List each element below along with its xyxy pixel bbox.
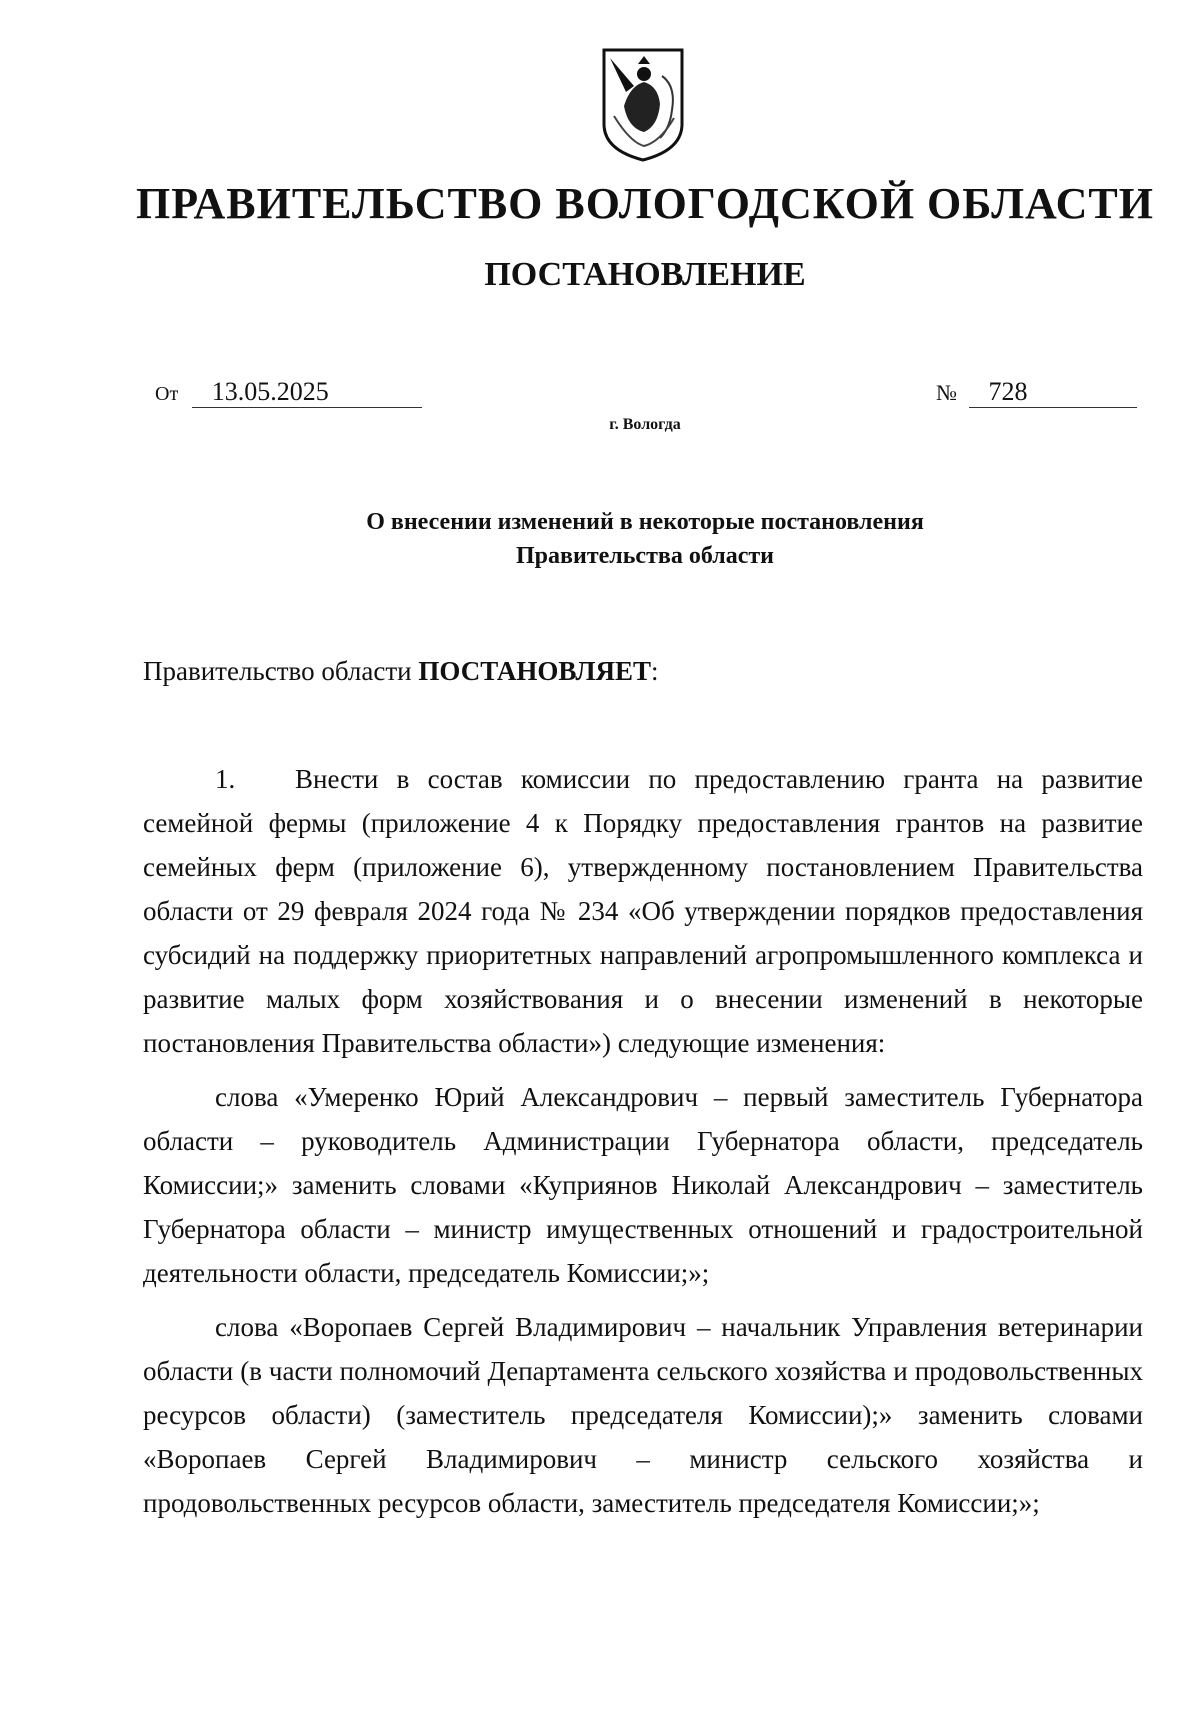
item-1-text: Внести в состав комиссии по предоставлению гранта на развитие семейной фермы (приложение 4 к Порядку предоставления грантов на развитие семейных ферм (приложение 6), утвержденному постановлением Правительства области от 29 февраля 2024 года № 234 «Об утверждении порядков предоставления субсидий на поддержку приоритетных направлений агропромышленного комплекса и развитие малых форм хозяйствования и о внесении изменений в некоторые постановления Правительства области») следующие изменения:: [143, 764, 1143, 1058]
document-subject: [0, 505, 1200, 573]
coat-of-arms-emblem: [600, 46, 686, 164]
paragraph-item-1: [143, 757, 1143, 1065]
number-prefix: №: [936, 380, 957, 405]
number-value: 728: [969, 378, 1137, 408]
government-title: ПРАВИТЕЛЬСТВО ВОЛОГОДСКОЙ ОБЛАСТИ: [136, 179, 1154, 228]
preamble-tail: :: [650, 656, 659, 686]
item-number: 1.: [215, 764, 236, 794]
date-value: 13.05.2025: [192, 378, 422, 408]
preamble-text: Правительство области: [143, 656, 419, 686]
paragraph-2: слова «Умеренко Юрий Александрович – первый заместитель Губернатора области – руководитель Администрации Губернатора области, председатель Комиссии;» заменить словами «Куприянов Николай Александрович – заместитель Губернатора области – министр имущественных отношений и градостроительной деятельности области, председатель Комиссии;»;: [143, 1082, 1143, 1288]
date-prefix: От: [155, 383, 179, 405]
preamble: [143, 656, 659, 687]
document-body: [143, 757, 1143, 1535]
paragraph-3: слова «Воропаев Сергей Владимирович – начальник Управления ветеринарии области (в части полномочий Департамента сельского хозяйства и продовольственных ресурсов области) (заместитель председателя Комиссии);» заменить словами «Воропаев Сергей Владимирович – министр сельского хозяйства и продовольственных ресурсов области, заместитель председателя Комиссии;»;: [143, 1312, 1143, 1518]
date-field: [155, 378, 422, 408]
city-label: г. Вологда: [609, 416, 681, 433]
document-type-title: ПОСТАНОВЛЕНИЕ: [484, 256, 806, 293]
preamble-emphasis: ПОСТАНОВЛЯЕТ: [418, 656, 651, 686]
subject-line-1: О внесении изменений в некоторые постановления: [366, 509, 924, 535]
subject-line-2: Правительства области: [516, 543, 774, 569]
number-field: [936, 378, 1137, 408]
